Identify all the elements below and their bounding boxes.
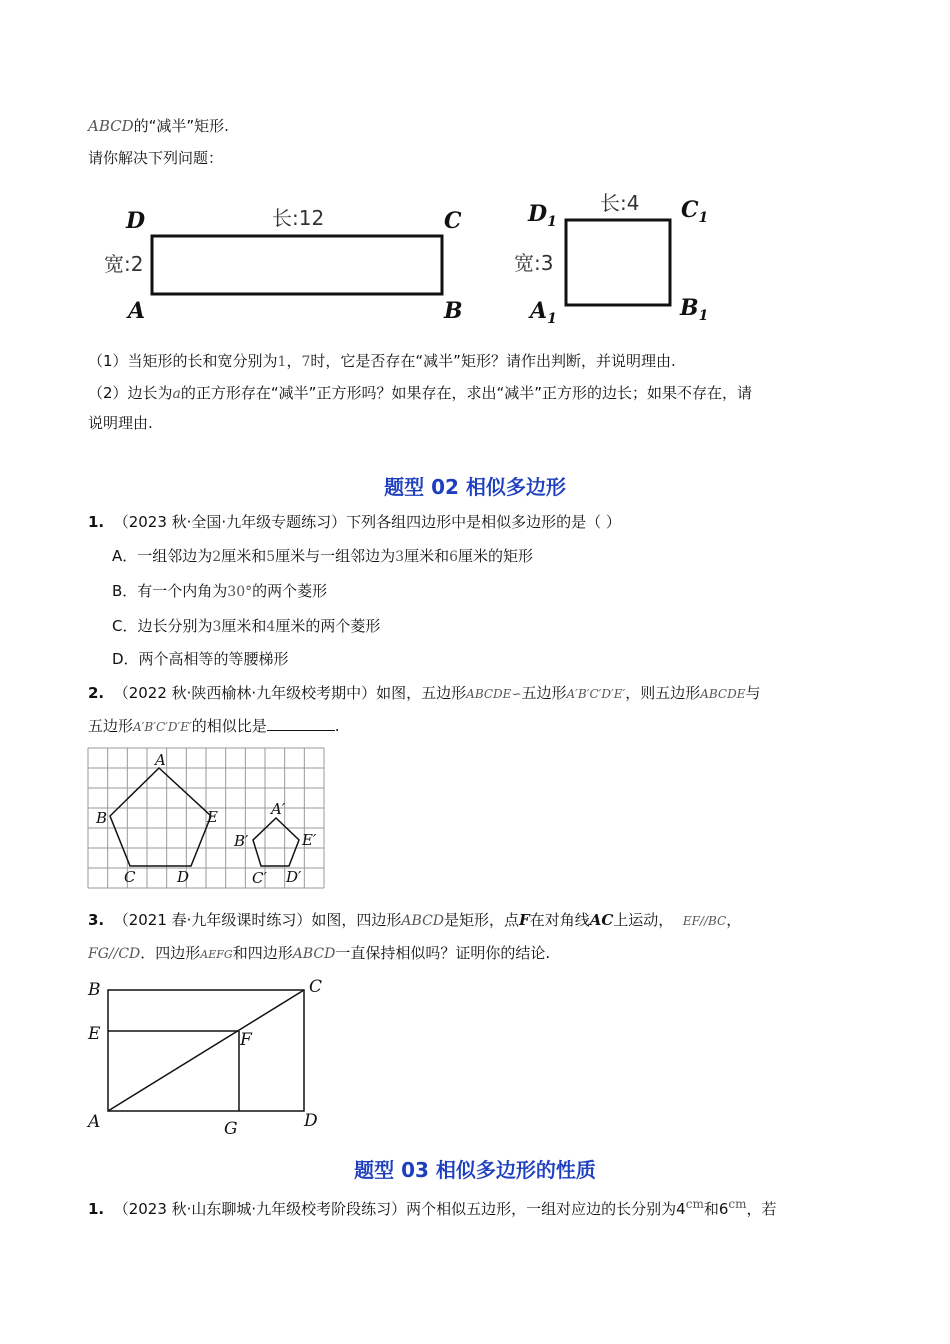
pent-label-D: D	[177, 868, 190, 886]
question-1	[88, 351, 676, 372]
optB-text-a: B．有一个内角为	[112, 582, 228, 600]
q2-text-a: （2）边长为	[88, 384, 173, 402]
s2-p3-text-c: 在对角线	[529, 911, 590, 929]
rect-label-G: G	[224, 1119, 238, 1139]
s2-p3-l2-text-a: ．四边形	[140, 944, 201, 962]
answer-blank[interactable]	[267, 716, 335, 731]
section-heading-3: 题型 03 相似多边形的性质	[354, 1158, 596, 1182]
q1-sep: ，	[286, 352, 302, 370]
q2-text-b: 的正方形存在“减半”正方形吗？如果存在，求出“减半”正方形的边长；如果不存在，请	[180, 384, 752, 402]
optA-text-b: 厘米和	[221, 547, 267, 565]
pent-label-B2: B′	[234, 832, 249, 850]
width-label-2: 宽:2	[104, 252, 144, 276]
s2-p3-l2-text-c: 一直保持相似吗？证明你的结论.	[335, 944, 551, 962]
pent-label-E: E	[207, 808, 218, 826]
intro-line-2: 请你解决下列问题：	[88, 149, 224, 167]
s2-p2-l2-text-b: 的相似比是	[191, 717, 267, 735]
s2-p3-math-2: EF//BC	[682, 914, 727, 928]
s2-p1-num: 1.	[88, 513, 105, 531]
q1-text-a: （1）当矩形的长和宽分别为	[88, 352, 278, 370]
s2-p3-l2-math-3: ABCD	[292, 946, 336, 962]
label-B: B	[444, 298, 463, 324]
s3-p1-text-a: （2023 秋·山东聊城·九年级校考阶段练习）两个相似五边形，一组对应边的长分别为	[113, 1200, 677, 1218]
grid-lines	[88, 748, 324, 888]
section-heading-2: 题型 02 相似多边形	[384, 475, 566, 499]
s2-p3-l2-math-2: AEFG	[200, 948, 233, 961]
s2-problem-3	[88, 910, 741, 931]
pent-label-A2: A′	[271, 800, 286, 818]
s2-p2-text-c: ，则五边形	[625, 684, 701, 702]
s2-p3-AC: AC	[589, 911, 614, 929]
s3-p1-num: 1.	[88, 1200, 105, 1218]
optC-math-2: 4	[266, 619, 276, 635]
s2-p3-text-e: ，	[726, 911, 742, 929]
label-D1: $D_1$	[528, 201, 557, 230]
rect-label-D: D	[304, 1111, 318, 1131]
optC-math-1: 3	[212, 619, 222, 635]
s3-p1-text-c: ，若	[746, 1200, 777, 1218]
pent-label-C2: C′	[252, 869, 267, 887]
rectangles-figure	[0, 0, 950, 340]
rectangle-a1b1c1d1	[566, 220, 670, 305]
s2-p1-option-a[interactable]	[112, 546, 533, 567]
optB-text-b: 的两个菱形	[252, 582, 328, 600]
optC-text-c: 厘米的两个菱形	[275, 617, 381, 635]
s3-p1-unit-1: cm	[685, 1197, 704, 1211]
label-D: D	[126, 208, 146, 234]
rect-label-E: E	[88, 1024, 101, 1044]
rectangle-diagonal-figure	[80, 970, 340, 1140]
rectangle-abcd	[152, 236, 442, 294]
pentagon-a-prime	[253, 818, 299, 866]
s2-p1-stem: （2023 秋·全国·九年级专题练习）下列各组四边形中是相似多边形的是（ ）	[113, 513, 621, 531]
s2-p2-l2-text-c: .	[334, 717, 340, 735]
s2-p2-num: 2.	[88, 684, 105, 702]
optC-text-a: C．边长分别为	[112, 617, 213, 635]
intro-text-1: 的“减半”矩形.	[133, 117, 229, 135]
s2-p2-math-3: ABCDE	[700, 687, 746, 701]
label-B1: $B_1$	[680, 295, 709, 324]
q2-math-a: a	[172, 386, 181, 402]
s2-p3-F: F	[519, 911, 530, 929]
q1-math-7: 7	[301, 354, 311, 370]
diagonal-ac	[108, 990, 304, 1111]
pentagon-abcde	[110, 768, 211, 866]
optC-text-b: 厘米和	[221, 617, 267, 635]
s2-p2-text-a: （2022 秋·陕西榆林·九年级校考期中）如图，五边形	[113, 684, 467, 702]
s3-p1-text-b: 和	[703, 1200, 719, 1218]
s2-p2-math-2: A′B′C′D′E′	[566, 687, 626, 701]
rect-label-B: B	[88, 980, 101, 1000]
pent-label-B: B	[96, 809, 108, 827]
s2-p3-l2-math-1: FG//CD	[88, 946, 141, 962]
optA-text-d: 厘米和	[404, 547, 450, 565]
s2-problem-2-line2	[88, 716, 339, 737]
s2-p3-math-1: ABCD	[401, 913, 445, 929]
s2-problem-2	[88, 683, 761, 704]
s2-p2-l2-math: A′B′C′D′E′	[133, 720, 192, 734]
rect-label-F: F	[240, 1030, 252, 1050]
s2-p2-text-b: 五边形	[521, 684, 567, 702]
s3-problem-1	[88, 1194, 777, 1219]
s2-p3-text-a: （2021 春·九年级课时练习）如图，四边形	[113, 911, 402, 929]
q1-math-1: 1	[277, 354, 287, 370]
q1-text-b: 时，它是否存在“减半”矩形？请作出判断，并说明理由.	[310, 352, 676, 370]
pent-label-E2: E′	[302, 831, 317, 849]
optA-text-e: 厘米的矩形	[458, 547, 534, 565]
s3-p1-math-1: 4	[676, 1200, 686, 1218]
label-C1: $C_1$	[681, 197, 709, 226]
s2-p3-l2-text-b: 和四边形	[232, 944, 293, 962]
intro-math-abcd: ABCD	[88, 117, 134, 135]
label-A1: $A_1$	[530, 298, 557, 327]
s2-problem-1	[88, 512, 621, 532]
s2-p3-text-d: 上运动，	[613, 911, 674, 929]
s2-p3-num: 3.	[88, 911, 105, 929]
label-A: A	[128, 298, 146, 324]
optA-math-4: 6	[449, 549, 458, 565]
s2-p2-l2-text-a: 五边形	[88, 717, 134, 735]
s2-p3-text-b: 是矩形，点	[444, 911, 520, 929]
s2-p1-option-b[interactable]	[112, 581, 327, 602]
label-C: C	[444, 208, 462, 234]
pent-label-C: C	[124, 868, 136, 886]
length-label-12: 长:12	[272, 206, 325, 230]
pentagon-grid-figure	[88, 748, 325, 890]
pent-label-A: A	[155, 751, 166, 769]
s2-p1-option-c[interactable]	[112, 616, 380, 637]
s2-p1-option-d[interactable]: D．两个高相等的等腰梯形	[112, 650, 289, 668]
s2-p2-text-d: 与	[745, 684, 761, 702]
question-2-cont: 说明理由.	[88, 414, 153, 432]
s2-p2-math-1: ABCDE∽	[466, 687, 522, 701]
length-label-4: 长:4	[600, 191, 640, 215]
width-label-3: 宽:3	[514, 251, 554, 275]
optA-math-3: 3	[395, 549, 405, 565]
question-2	[88, 383, 752, 404]
s3-p1-math-2: 6	[718, 1200, 729, 1218]
optA-text-c: 厘米与一组邻边为	[275, 547, 396, 565]
optA-text-a: A．一组邻边为	[112, 547, 213, 565]
rect-label-A: A	[88, 1112, 101, 1132]
s2-problem-3-line2	[88, 943, 550, 965]
rect-label-C: C	[309, 977, 323, 997]
optA-math-2: 5	[266, 549, 276, 565]
optB-math: 30°	[227, 584, 253, 600]
optA-math-1: 2	[212, 549, 222, 565]
s3-p1-unit-2: cm	[728, 1197, 747, 1211]
pent-label-D2: D′	[286, 868, 302, 886]
